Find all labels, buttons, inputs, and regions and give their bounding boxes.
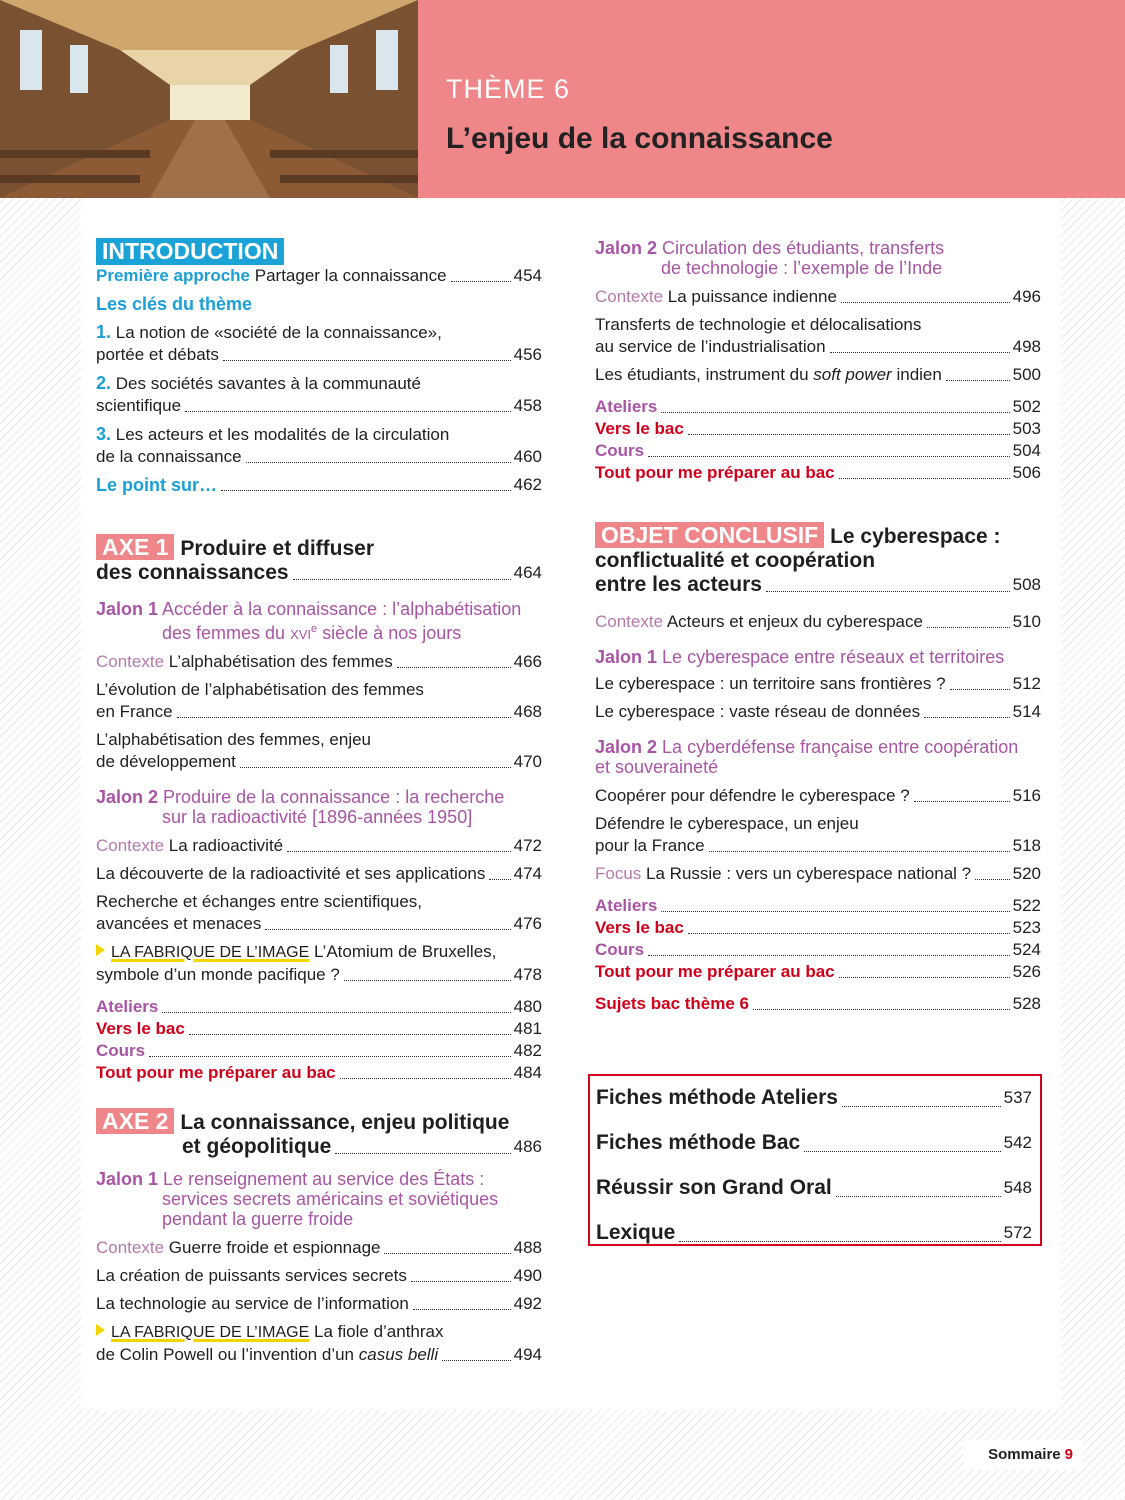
- page-footer: [963, 1440, 1083, 1470]
- theme-banner: [418, 0, 1125, 198]
- objet-jalon1-title: Jalon 1 Le cyberespace entre réseaux et territoires: [595, 647, 1005, 667]
- axe2-tag: AXE 2: [96, 1108, 174, 1134]
- objet-heading-end[interactable]: entre les acteurs 508: [595, 573, 1041, 596]
- axe1-jalon2-title-line2: sur la radioactivité [1896-années 1950]: [162, 807, 473, 827]
- toc-entry-512[interactable]: Le cyberespace : un territoire sans frontières ? 512: [595, 674, 1041, 693]
- axe2-jalon1-title-line2: services secrets américains et soviétiques: [162, 1189, 499, 1209]
- toc-entry-ateliers-480[interactable]: Ateliers 480: [96, 997, 542, 1016]
- toc-entry-476[interactable]: Recherche et échanges entre scientifiques,: [96, 892, 423, 911]
- toc-entry-468[interactable]: L’évolution de l’alphabétisation des femmes: [96, 680, 424, 699]
- footer-label: Sommaire: [988, 1446, 1061, 1463]
- toc-column-right: [595, 238, 1041, 1015]
- toc-entry-fiches-bac[interactable]: Fiches méthode Bac 542: [596, 1131, 1032, 1154]
- axe2-jalon2-title: Jalon 2 Circulation des étudiants, transferts: [595, 238, 945, 258]
- toc-entry-lexique[interactable]: Lexique 572: [596, 1221, 1032, 1244]
- toc-entry-cours-482[interactable]: Cours 482: [96, 1041, 542, 1060]
- toc-entry-cours-504[interactable]: Cours 504: [595, 441, 1041, 460]
- objet-jalon2-title-line2: et souveraineté: [595, 757, 719, 777]
- toc-entry-cours-524[interactable]: Cours 524: [595, 940, 1041, 959]
- axe1-jalon1-title-line2: des femmes du xvi$^e$ siècle à nos jours: [162, 623, 462, 643]
- toc-entry-cle-1[interactable]: 1. La notion de «société de la connaissance»,: [96, 322, 442, 342]
- toc-entry-cle-2[interactable]: 2. Des sociétés savantes à la communauté: [96, 373, 421, 393]
- introduction-tag: INTRODUCTION: [96, 238, 284, 265]
- toc-entry-tout-506[interactable]: Tout pour me préparer au bac 506: [595, 463, 1041, 482]
- toc-entry-492[interactable]: La technologie au service de l’information 492: [96, 1294, 542, 1313]
- toc-entry-498[interactable]: Transferts de technologie et délocalisations: [595, 315, 922, 334]
- axe2-jalon1-title: Jalon 1 Le renseignement au service des États :: [96, 1169, 485, 1189]
- toc-entry-466[interactable]: Contexte L’alphabétisation des femmes 466: [96, 652, 542, 671]
- toc-entry-grand-oral[interactable]: Réussir son Grand Oral 548: [596, 1176, 1032, 1199]
- toc-entry-494-end[interactable]: de Colin Powell ou l’invention d’un casus belli 494: [96, 1345, 542, 1364]
- toc-entry-518-end[interactable]: pour la France 518: [595, 836, 1041, 855]
- premiere-approche-label: Première approche: [96, 266, 251, 285]
- axe2-heading[interactable]: AXE 2 La connaissance, enjeu politique: [96, 1108, 542, 1135]
- axe2-heading-end[interactable]: et géopolitique 486: [182, 1135, 542, 1158]
- toc-entry-fabrique-anthrax[interactable]: LA FABRIQUE DE L’IMAGE La fiole d’anthrax: [96, 1321, 542, 1344]
- toc-entry-ateliers-502[interactable]: Ateliers 502: [595, 397, 1041, 416]
- toc-entry-500[interactable]: Les étudiants, instrument du soft power indien 500: [595, 365, 1041, 384]
- toc-column-left: [96, 238, 542, 1366]
- toc-entry-point-sur[interactable]: Le point sur… 462: [96, 475, 542, 495]
- play-arrow-icon: [96, 1324, 105, 1336]
- toc-entry-premiere-approche[interactable]: Première approche Partager la connaissance 454: [96, 266, 542, 285]
- toc-entry-cle-2-end[interactable]: scientifique 458: [96, 396, 542, 415]
- objet-title-line2: conflictualité et coopération: [595, 549, 876, 572]
- toc-entry-496[interactable]: Contexte La puissance indienne 496: [595, 287, 1041, 306]
- toc-entry-478-end[interactable]: symbole d’un monde pacifique ? 478: [96, 965, 542, 984]
- toc-entry-470-end[interactable]: de développement 470: [96, 752, 542, 771]
- toc-entry-470[interactable]: L’alphabétisation des femmes, enjeu: [96, 730, 372, 749]
- objet-jalon2-title: Jalon 2 La cyberdéfense française entre coopération: [595, 737, 1019, 757]
- toc-entry-sujets-528[interactable]: Sujets bac thème 6 528: [595, 994, 1041, 1013]
- toc-entry-vers-bac-503[interactable]: Vers le bac 503: [595, 419, 1041, 438]
- library-photo: [0, 0, 418, 198]
- axe1-heading[interactable]: AXE 1 Produire et diffuser: [96, 534, 542, 561]
- toc-entry-468-end[interactable]: en France 468: [96, 702, 542, 721]
- toc-entry-cle-3-end[interactable]: de la connaissance 460: [96, 447, 542, 466]
- cles-du-theme: Les clés du thème: [96, 294, 253, 314]
- toc-entry-vers-bac-481[interactable]: Vers le bac 481: [96, 1019, 542, 1038]
- toc-entry-472[interactable]: Contexte La radioactivité 472: [96, 836, 542, 855]
- toc-entry-518[interactable]: Défendre le cyberespace, un enjeu: [595, 814, 859, 833]
- toc-entry-514[interactable]: Le cyberespace : vaste réseau de données 514: [595, 702, 1041, 721]
- axe1-tag: AXE 1: [96, 534, 174, 560]
- toc-entry-ateliers-522[interactable]: Ateliers 522: [595, 896, 1041, 915]
- axe2-jalon1-title-line3: pendant la guerre froide: [162, 1209, 354, 1229]
- objet-conclusif-heading[interactable]: OBJET CONCLUSIF Le cyberespace :: [595, 522, 1041, 549]
- theme-title: L’enjeu de la connaissance: [446, 122, 833, 155]
- toc-entry-476-end[interactable]: avancées et menaces 476: [96, 914, 542, 933]
- library-image: [0, 0, 418, 198]
- toc-entry-474[interactable]: La découverte de la radioactivité et ses applications 474: [96, 864, 542, 883]
- toc-entry-520[interactable]: Focus La Russie : vers un cyberespace national ? 520: [595, 864, 1041, 883]
- axe2-jalon2-title-line2: de technologie : l’exemple de l’Inde: [661, 258, 943, 278]
- toc-entry-510[interactable]: Contexte Acteurs et enjeux du cyberespace 510: [595, 612, 1041, 631]
- toc-entry-fabrique-atomium[interactable]: LA FABRIQUE DE L’IMAGE L’Atomium de Bruxelles,: [96, 941, 542, 964]
- theme-label: THÈME 6: [446, 74, 571, 104]
- toc-entry-fiches-ateliers[interactable]: Fiches méthode Ateliers 537: [596, 1086, 1032, 1109]
- appendix-box: [588, 1074, 1042, 1246]
- play-arrow-icon: [96, 944, 105, 956]
- toc-entry-490[interactable]: La création de puissants services secrets 490: [96, 1266, 542, 1285]
- toc-entry-tout-484[interactable]: Tout pour me préparer au bac 484: [96, 1063, 542, 1082]
- toc-entry-516[interactable]: Coopérer pour défendre le cyberespace ? 516: [595, 786, 1041, 805]
- page-number: 9: [1064, 1446, 1073, 1463]
- axe1-jalon1-title: Jalon 1 Accéder à la connaissance : l’alphabétisation: [96, 599, 522, 619]
- axe1-heading-end[interactable]: des connaissances 464: [96, 561, 542, 584]
- toc-entry-cle-3[interactable]: 3. Les acteurs et les modalités de la circulation: [96, 424, 450, 444]
- axe1-jalon2-title: Jalon 2 Produire de la connaissance : la recherche: [96, 787, 505, 807]
- toc-entry-cle-1-end[interactable]: portée et débats 456: [96, 345, 542, 364]
- toc-entry-498-end[interactable]: au service de l’industrialisation 498: [595, 337, 1041, 356]
- objet-conclusif-tag: OBJET CONCLUSIF: [595, 522, 824, 548]
- toc-entry-tout-526[interactable]: Tout pour me préparer au bac 526: [595, 962, 1041, 981]
- toc-entry-vers-bac-523[interactable]: Vers le bac 523: [595, 918, 1041, 937]
- toc-entry-488[interactable]: Contexte Guerre froide et espionnage 488: [96, 1238, 542, 1257]
